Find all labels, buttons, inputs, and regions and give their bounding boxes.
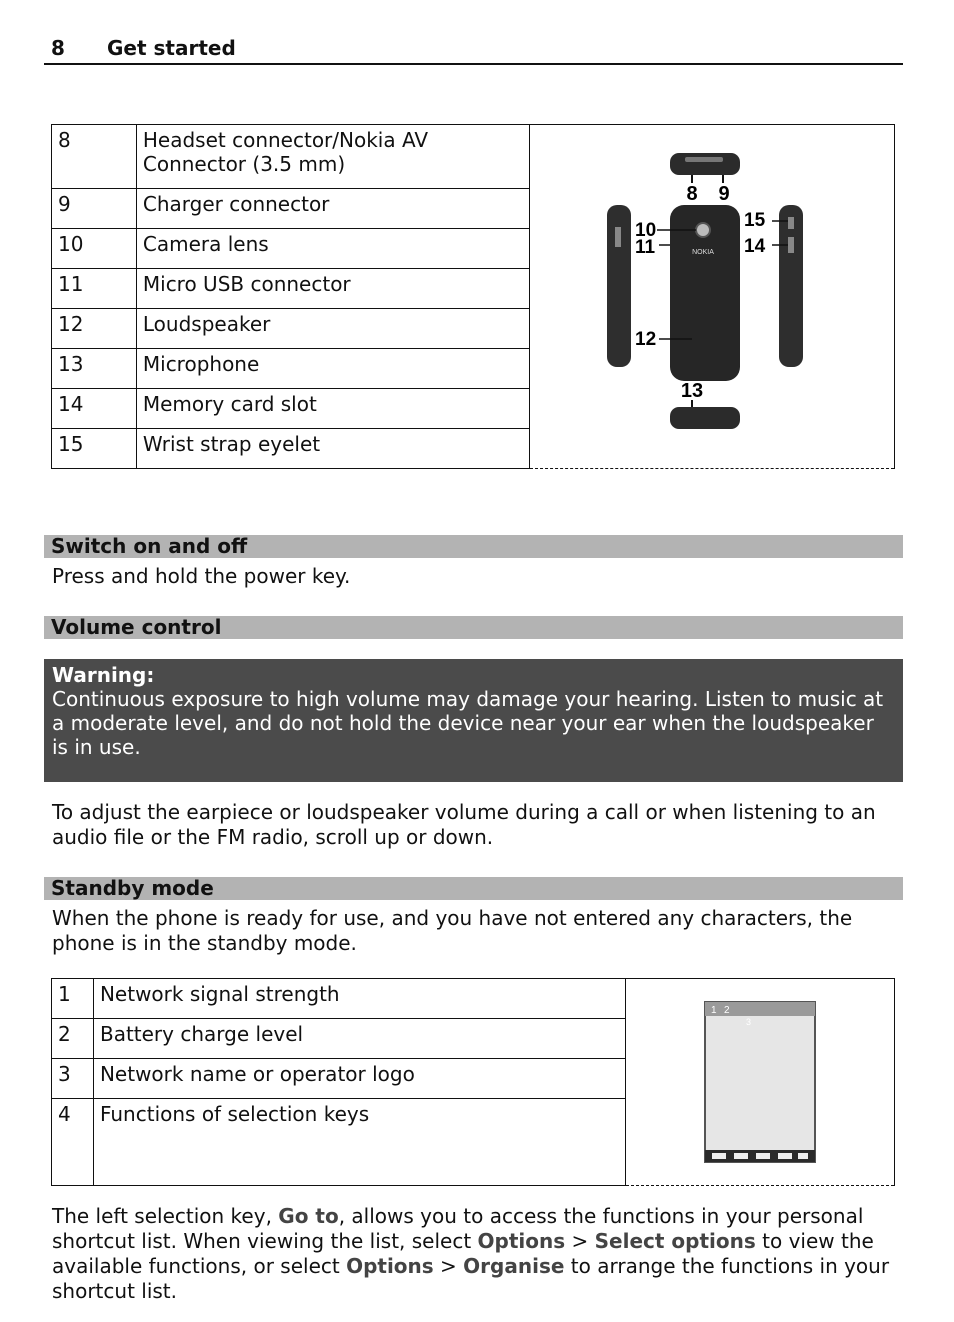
part-number: 9 <box>52 189 137 229</box>
standby-screen-diagram <box>700 997 820 1167</box>
part-label: Headset connector/Nokia AV Connector (3.5 mm) <box>136 125 529 189</box>
indicator-number: 1 <box>52 979 94 1019</box>
part-number: 14 <box>52 389 137 429</box>
key-options: Options <box>346 1254 434 1278</box>
indicator-label: Network signal strength <box>93 979 625 1019</box>
part-label: Micro USB connector <box>136 269 529 309</box>
indicator-label: Network name or operator logo <box>93 1059 625 1099</box>
table-row <box>52 979 895 1019</box>
part-number: 8 <box>52 125 137 189</box>
table-row <box>52 125 895 189</box>
callout-15: 15 <box>744 209 766 231</box>
text-span: to arrange the functions in your shortcut list. <box>52 1254 890 1303</box>
part-number: 12 <box>52 309 137 349</box>
callout-9: 9 <box>718 182 730 205</box>
chapter-title: Get started <box>107 36 236 60</box>
page-header <box>44 34 903 65</box>
part-label: Memory card slot <box>136 389 529 429</box>
callout-8: 8 <box>686 182 698 205</box>
screen-diagram-cell <box>626 979 895 1186</box>
page-number: 8 <box>51 36 65 60</box>
switch-text: Press and hold the power key. <box>52 564 351 588</box>
text-span: > <box>565 1229 595 1253</box>
part-number: 11 <box>52 269 137 309</box>
screen-label-2: 2 <box>724 1005 730 1016</box>
indicator-number: 3 <box>52 1059 94 1099</box>
selection-key-text <box>52 1204 902 1304</box>
text-span: , allows you to access the functions in your personal shortcut list. When viewing the list, select <box>52 1204 864 1253</box>
callout-14: 14 <box>744 235 766 257</box>
screen-label-3: 3 <box>746 1017 752 1027</box>
camera-lens <box>696 223 710 237</box>
key-organise: Organise <box>463 1254 565 1278</box>
warning-title: Warning: <box>52 663 155 687</box>
indicator-label: Functions of selection keys <box>93 1099 625 1186</box>
part-label: Microphone <box>136 349 529 389</box>
brand-logo: NOKIA <box>692 248 715 256</box>
part-number: 13 <box>52 349 137 389</box>
phone-bottom-edge <box>670 407 740 429</box>
text-span: > <box>433 1254 464 1278</box>
key-go-to: Go to <box>278 1204 339 1228</box>
part-number: 15 <box>52 429 137 469</box>
part-label: Charger connector <box>136 189 529 229</box>
indicator-number: 2 <box>52 1019 94 1059</box>
parts-table <box>51 124 895 469</box>
section-heading-switch: Switch on and off <box>44 535 903 558</box>
screen-status-bar <box>705 1002 815 1016</box>
key-options: Options <box>477 1229 566 1253</box>
part-label: Camera lens <box>136 229 529 269</box>
text-span: to view the available functions, or select <box>52 1229 874 1278</box>
warning-text: Continuous exposure to high volume may damage your hearing. Listen to music at a moderate level, and do not hold the device near your ear when the loudspeaker is in use. <box>52 687 884 759</box>
callout-13: 13 <box>681 379 704 402</box>
section-heading-volume: Volume control <box>44 616 903 639</box>
part-label: Loudspeaker <box>136 309 529 349</box>
warning-box <box>44 659 903 782</box>
phone-right-side <box>779 205 803 367</box>
indicator-label: Battery charge level <box>93 1019 625 1059</box>
standby-table <box>51 978 895 1186</box>
standby-text: When the phone is ready for use, and you have not entered any characters, the phone is in the standby mode. <box>52 906 853 955</box>
phone-diagram-cell <box>530 125 895 469</box>
key-select-options: Select options <box>594 1229 756 1253</box>
screen-frame <box>705 1002 815 1162</box>
screen-label-1: 1 <box>711 1005 717 1016</box>
text-span: The left selection key, <box>52 1204 279 1228</box>
volume-text: To adjust the earpiece or loudspeaker volume during a call or when listening to an audio file or the FM radio, scroll up or down. <box>52 800 876 849</box>
section-heading-standby: Standby mode <box>44 877 903 900</box>
indicator-number: 4 <box>52 1099 94 1186</box>
part-number: 10 <box>52 229 137 269</box>
part-label: Wrist strap eyelet <box>136 429 529 469</box>
phone-top-edge <box>670 153 740 175</box>
phone-parts-diagram <box>607 147 817 447</box>
callout-10: 10 <box>635 219 657 241</box>
callout-11: 11 <box>635 236 656 258</box>
callout-12: 12 <box>635 328 657 350</box>
